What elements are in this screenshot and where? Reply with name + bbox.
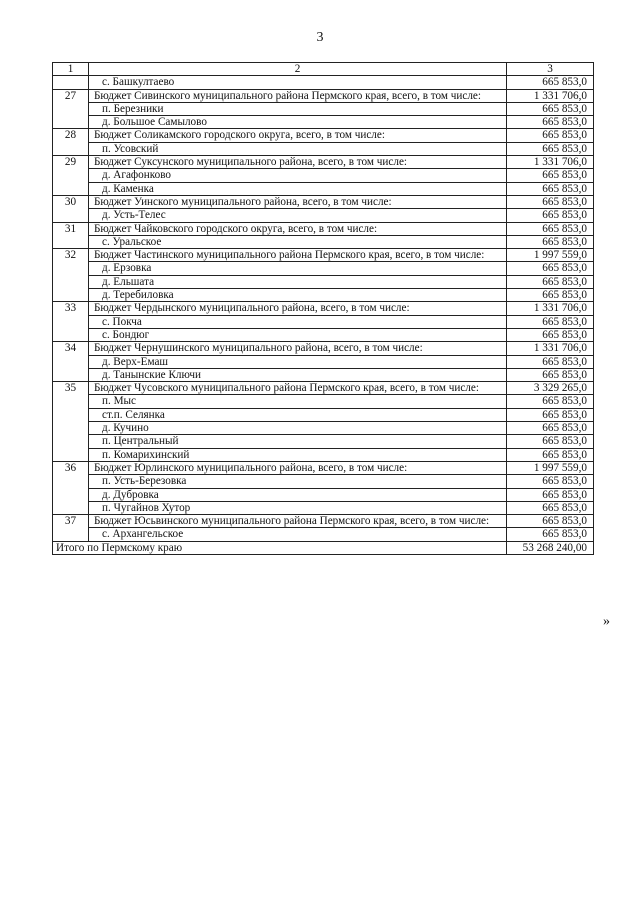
table-row xyxy=(53,209,594,222)
entry-number: 29 xyxy=(53,156,89,196)
entry-number: 27 xyxy=(53,89,89,129)
table-row xyxy=(53,408,594,421)
budget-name: Бюджет Уинского муниципального района, всего, в том числе: xyxy=(89,195,507,208)
table-row xyxy=(53,302,594,315)
table-row xyxy=(53,289,594,302)
entry-number: 37 xyxy=(53,515,89,542)
table-row xyxy=(53,275,594,288)
settlement-name: д. Усть-Телес xyxy=(89,209,507,222)
amount-value: 1 331 706,0 xyxy=(507,342,594,355)
settlement-name: с. Архангельское xyxy=(89,528,507,541)
table-row xyxy=(53,76,594,89)
amount-value: 1 997 559,0 xyxy=(507,249,594,262)
budget-name: Бюджет Юрлинского муниципального района, всего, в том числе: xyxy=(89,461,507,474)
amount-value: 665 853,0 xyxy=(507,368,594,381)
settlement-name: с. Уральское xyxy=(89,235,507,248)
settlement-name: д. Дубровка xyxy=(89,488,507,501)
table-row xyxy=(53,102,594,115)
total-value: 53 268 240,00 xyxy=(507,541,594,554)
amount-value: 665 853,0 xyxy=(507,195,594,208)
entry-number: 36 xyxy=(53,461,89,514)
settlement-name: д. Ерзовка xyxy=(89,262,507,275)
table-row xyxy=(53,501,594,514)
amount-value: 665 853,0 xyxy=(507,395,594,408)
settlement-name: ст.п. Селянка xyxy=(89,408,507,421)
table-row xyxy=(53,461,594,474)
header-col-1: 1 xyxy=(53,63,89,76)
settlement-name: д. Большое Самылово xyxy=(89,116,507,129)
amount-value: 665 853,0 xyxy=(507,209,594,222)
entry-number: 33 xyxy=(53,302,89,342)
settlement-name: с. Башкултаево xyxy=(89,76,507,89)
settlement-name: п. Березники xyxy=(89,102,507,115)
settlement-name: д. Теребиловка xyxy=(89,289,507,302)
table-row xyxy=(53,142,594,155)
entry-number: 35 xyxy=(53,382,89,462)
table-row xyxy=(53,235,594,248)
entry-number xyxy=(53,76,89,89)
amount-value: 665 853,0 xyxy=(507,488,594,501)
table-row xyxy=(53,368,594,381)
amount-value: 665 853,0 xyxy=(507,422,594,435)
table-row xyxy=(53,156,594,169)
budget-name: Бюджет Сивинского муниципального района Пермского края, всего, в том числе: xyxy=(89,89,507,102)
table-row xyxy=(53,435,594,448)
budget-name: Бюджет Чернушинского муниципального района, всего, в том числе: xyxy=(89,342,507,355)
table-row xyxy=(53,515,594,528)
entry-number: 30 xyxy=(53,195,89,222)
amount-value: 665 853,0 xyxy=(507,435,594,448)
total-row xyxy=(53,541,594,554)
table-row xyxy=(53,222,594,235)
settlement-name: д. Ельшата xyxy=(89,275,507,288)
amount-value: 665 853,0 xyxy=(507,475,594,488)
table-row xyxy=(53,116,594,129)
settlement-name: п. Мыс xyxy=(89,395,507,408)
amount-value: 665 853,0 xyxy=(507,408,594,421)
amount-value: 1 331 706,0 xyxy=(507,156,594,169)
settlement-name: д. Каменка xyxy=(89,182,507,195)
budget-name: Бюджет Чайковского городского округа, всего, в том числе: xyxy=(89,222,507,235)
entry-number: 32 xyxy=(53,249,89,302)
settlement-name: д. Верх-Емаш xyxy=(89,355,507,368)
amount-value: 665 853,0 xyxy=(507,315,594,328)
settlement-name: п. Усть-Березовка xyxy=(89,475,507,488)
budget-name: Бюджет Частинского муниципального района Пермского края, всего, в том числе: xyxy=(89,249,507,262)
amount-value: 1 331 706,0 xyxy=(507,302,594,315)
table-row xyxy=(53,395,594,408)
entry-number: 28 xyxy=(53,129,89,156)
table-row xyxy=(53,249,594,262)
settlement-name: д. Танынские Ключи xyxy=(89,368,507,381)
settlement-name: п. Усовский xyxy=(89,142,507,155)
budget-name: Бюджет Чердынского муниципального района, всего, в том числе: xyxy=(89,302,507,315)
amount-value: 665 853,0 xyxy=(507,275,594,288)
amount-value: 665 853,0 xyxy=(507,116,594,129)
table-header-row xyxy=(53,63,594,76)
table-row xyxy=(53,528,594,541)
settlement-name: д. Кучино xyxy=(89,422,507,435)
table-row xyxy=(53,182,594,195)
total-label: Итого по Пермскому краю xyxy=(53,541,507,554)
table-row xyxy=(53,488,594,501)
entry-number: 31 xyxy=(53,222,89,249)
amount-value: 665 853,0 xyxy=(507,222,594,235)
budget-name: Бюджет Соликамского городского округа, всего, в том числе: xyxy=(89,129,507,142)
table-row xyxy=(53,89,594,102)
table-row xyxy=(53,355,594,368)
amount-value: 665 853,0 xyxy=(507,528,594,541)
table-row xyxy=(53,448,594,461)
table-row xyxy=(53,328,594,341)
amount-value: 665 853,0 xyxy=(507,142,594,155)
budget-name: Бюджет Юсьвинского муниципального района Пермского края, всего, в том числе: xyxy=(89,515,507,528)
settlement-name: с. Покча xyxy=(89,315,507,328)
closing-quote: » xyxy=(603,614,610,629)
table-row xyxy=(53,262,594,275)
amount-value: 665 853,0 xyxy=(507,448,594,461)
amount-value: 665 853,0 xyxy=(507,355,594,368)
table-row xyxy=(53,382,594,395)
page-number: 3 xyxy=(316,30,324,45)
table-row xyxy=(53,342,594,355)
entry-number: 34 xyxy=(53,342,89,382)
header-col-2: 2 xyxy=(89,63,507,76)
amount-value: 665 853,0 xyxy=(507,76,594,89)
table-row xyxy=(53,129,594,142)
table-row xyxy=(53,475,594,488)
amount-value: 665 853,0 xyxy=(507,102,594,115)
header-col-3: 3 xyxy=(507,63,594,76)
table-row xyxy=(53,195,594,208)
budget-table xyxy=(52,62,594,555)
settlement-name: п. Комарихинский xyxy=(89,448,507,461)
settlement-name: с. Бондюг xyxy=(89,328,507,341)
settlement-name: д. Агафонково xyxy=(89,169,507,182)
table-row xyxy=(53,422,594,435)
amount-value: 665 853,0 xyxy=(507,515,594,528)
settlement-name: п. Чугайнов Хутор xyxy=(89,501,507,514)
amount-value: 665 853,0 xyxy=(507,328,594,341)
amount-value: 3 329 265,0 xyxy=(507,382,594,395)
table-row xyxy=(53,315,594,328)
budget-name: Бюджет Чусовского муниципального района Пермского края, всего, в том числе: xyxy=(89,382,507,395)
amount-value: 665 853,0 xyxy=(507,262,594,275)
amount-value: 665 853,0 xyxy=(507,235,594,248)
settlement-name: п. Центральный xyxy=(89,435,507,448)
budget-name: Бюджет Суксунского муниципального района, всего, в том числе: xyxy=(89,156,507,169)
amount-value: 1 331 706,0 xyxy=(507,89,594,102)
amount-value: 665 853,0 xyxy=(507,182,594,195)
amount-value: 1 997 559,0 xyxy=(507,461,594,474)
amount-value: 665 853,0 xyxy=(507,169,594,182)
amount-value: 665 853,0 xyxy=(507,129,594,142)
amount-value: 665 853,0 xyxy=(507,289,594,302)
amount-value: 665 853,0 xyxy=(507,501,594,514)
table-row xyxy=(53,169,594,182)
